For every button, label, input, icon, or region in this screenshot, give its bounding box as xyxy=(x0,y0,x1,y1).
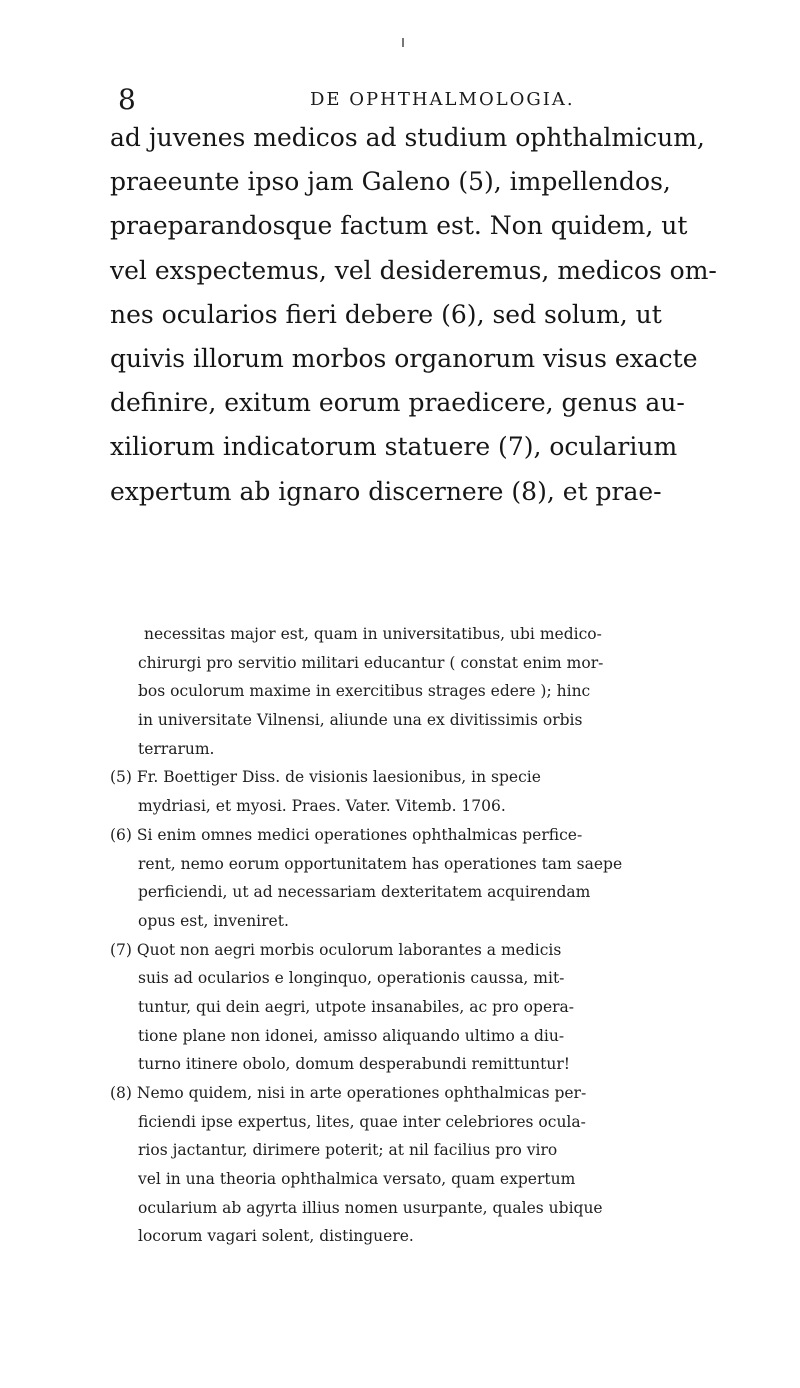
text-line: praeparandosque factum est. Non quidem, ut xyxy=(110,211,688,241)
running-title: DE OPHTHALMOLOGIA. xyxy=(310,89,575,110)
text-line: definire, exitum eorum praedicere, genus au- xyxy=(110,388,685,418)
footnotes xyxy=(110,620,692,1251)
footnote-5: (5) Fr. Boettiger Diss. de visionis laesionibus, in specie xyxy=(110,768,541,787)
footnote-line: in universitate Vilnensi, aliunde una ex divitissimis orbis xyxy=(138,711,583,730)
footnote-line: tuntur, qui dein aegri, utpote insanabiles, ac pro opera- xyxy=(138,997,574,1016)
text-line: xiliorum indicatorum statuere (7), ocularium xyxy=(110,432,678,462)
footnote-line: suis ad ocularios e longinquo, operationis caussa, mit- xyxy=(138,969,565,988)
footnote-line: rent, nemo eorum opportunitatem has operationes tam saepe xyxy=(138,854,623,873)
footnote-8: (8) Nemo quidem, nisi in arte operationes ophthalmicas per- xyxy=(110,1084,587,1102)
footnote-line: ficiendi ipse expertus, lites, quae inter celebriores ocula- xyxy=(138,1112,586,1131)
page-number: 8 xyxy=(118,83,136,116)
text-line: nes ocularios fieri debere (6), sed solum, ut xyxy=(110,299,662,329)
footnote-6: (6) Si enim omnes medici operationes ophthalmicas perfice- xyxy=(110,825,583,844)
footnote-line: locorum vagari solent, distinguere. xyxy=(138,1227,414,1246)
footnote-line: tione plane non idonei, amisso aliquando ultimo a diu- xyxy=(138,1026,565,1045)
text-line: quivis illorum morbos organorum visus exacte xyxy=(110,343,698,373)
footnote-line: necessitas major est, quam in universitatibus, ubi medico- xyxy=(144,625,602,643)
footnote-line: opus est, inveniret. xyxy=(138,911,289,930)
print-speck xyxy=(402,38,404,47)
footnote-line: mydriasi, et myosi. Praes. Vater. Vitemb. 1706. xyxy=(138,797,506,816)
text-line: ad juvenes medicos ad studium ophthalmicum, xyxy=(110,123,705,152)
footnote-7: (7) Quot non aegri morbis oculorum laborantes a medicis xyxy=(110,940,562,959)
footnote-line: rios jactantur, dirimere poterit; at nil facilius pro viro xyxy=(138,1141,558,1160)
footnote-line: bos oculorum maxime in exercitibus strages edere ); hinc xyxy=(138,682,591,701)
text-line: expertum ab ignaro discernere (8), et prae- xyxy=(110,476,662,506)
page-header xyxy=(118,80,678,120)
footnote-line: terrarum. xyxy=(138,739,215,758)
footnote-line: turno itinere obolo, domum desperabundi remittuntur! xyxy=(138,1055,570,1074)
footnote-line: perficiendi, ut ad necessariam dexteritatem acquirendam xyxy=(138,883,591,902)
main-text xyxy=(110,116,717,514)
footnote-line: vel in una theoria ophthalmica versato, quam expertum xyxy=(138,1170,576,1189)
text-line: praeeunte ipso jam Galeno (5), impellendos, xyxy=(110,167,671,197)
footnote-line: chirurgi pro servitio militari educantur ( constat enim mor- xyxy=(138,653,604,672)
text-line: vel exspectemus, vel desideremus, medicos om- xyxy=(110,255,717,285)
footnote-line: ocularium ab agyrta illius nomen usurpante, quales ubique xyxy=(138,1198,603,1217)
